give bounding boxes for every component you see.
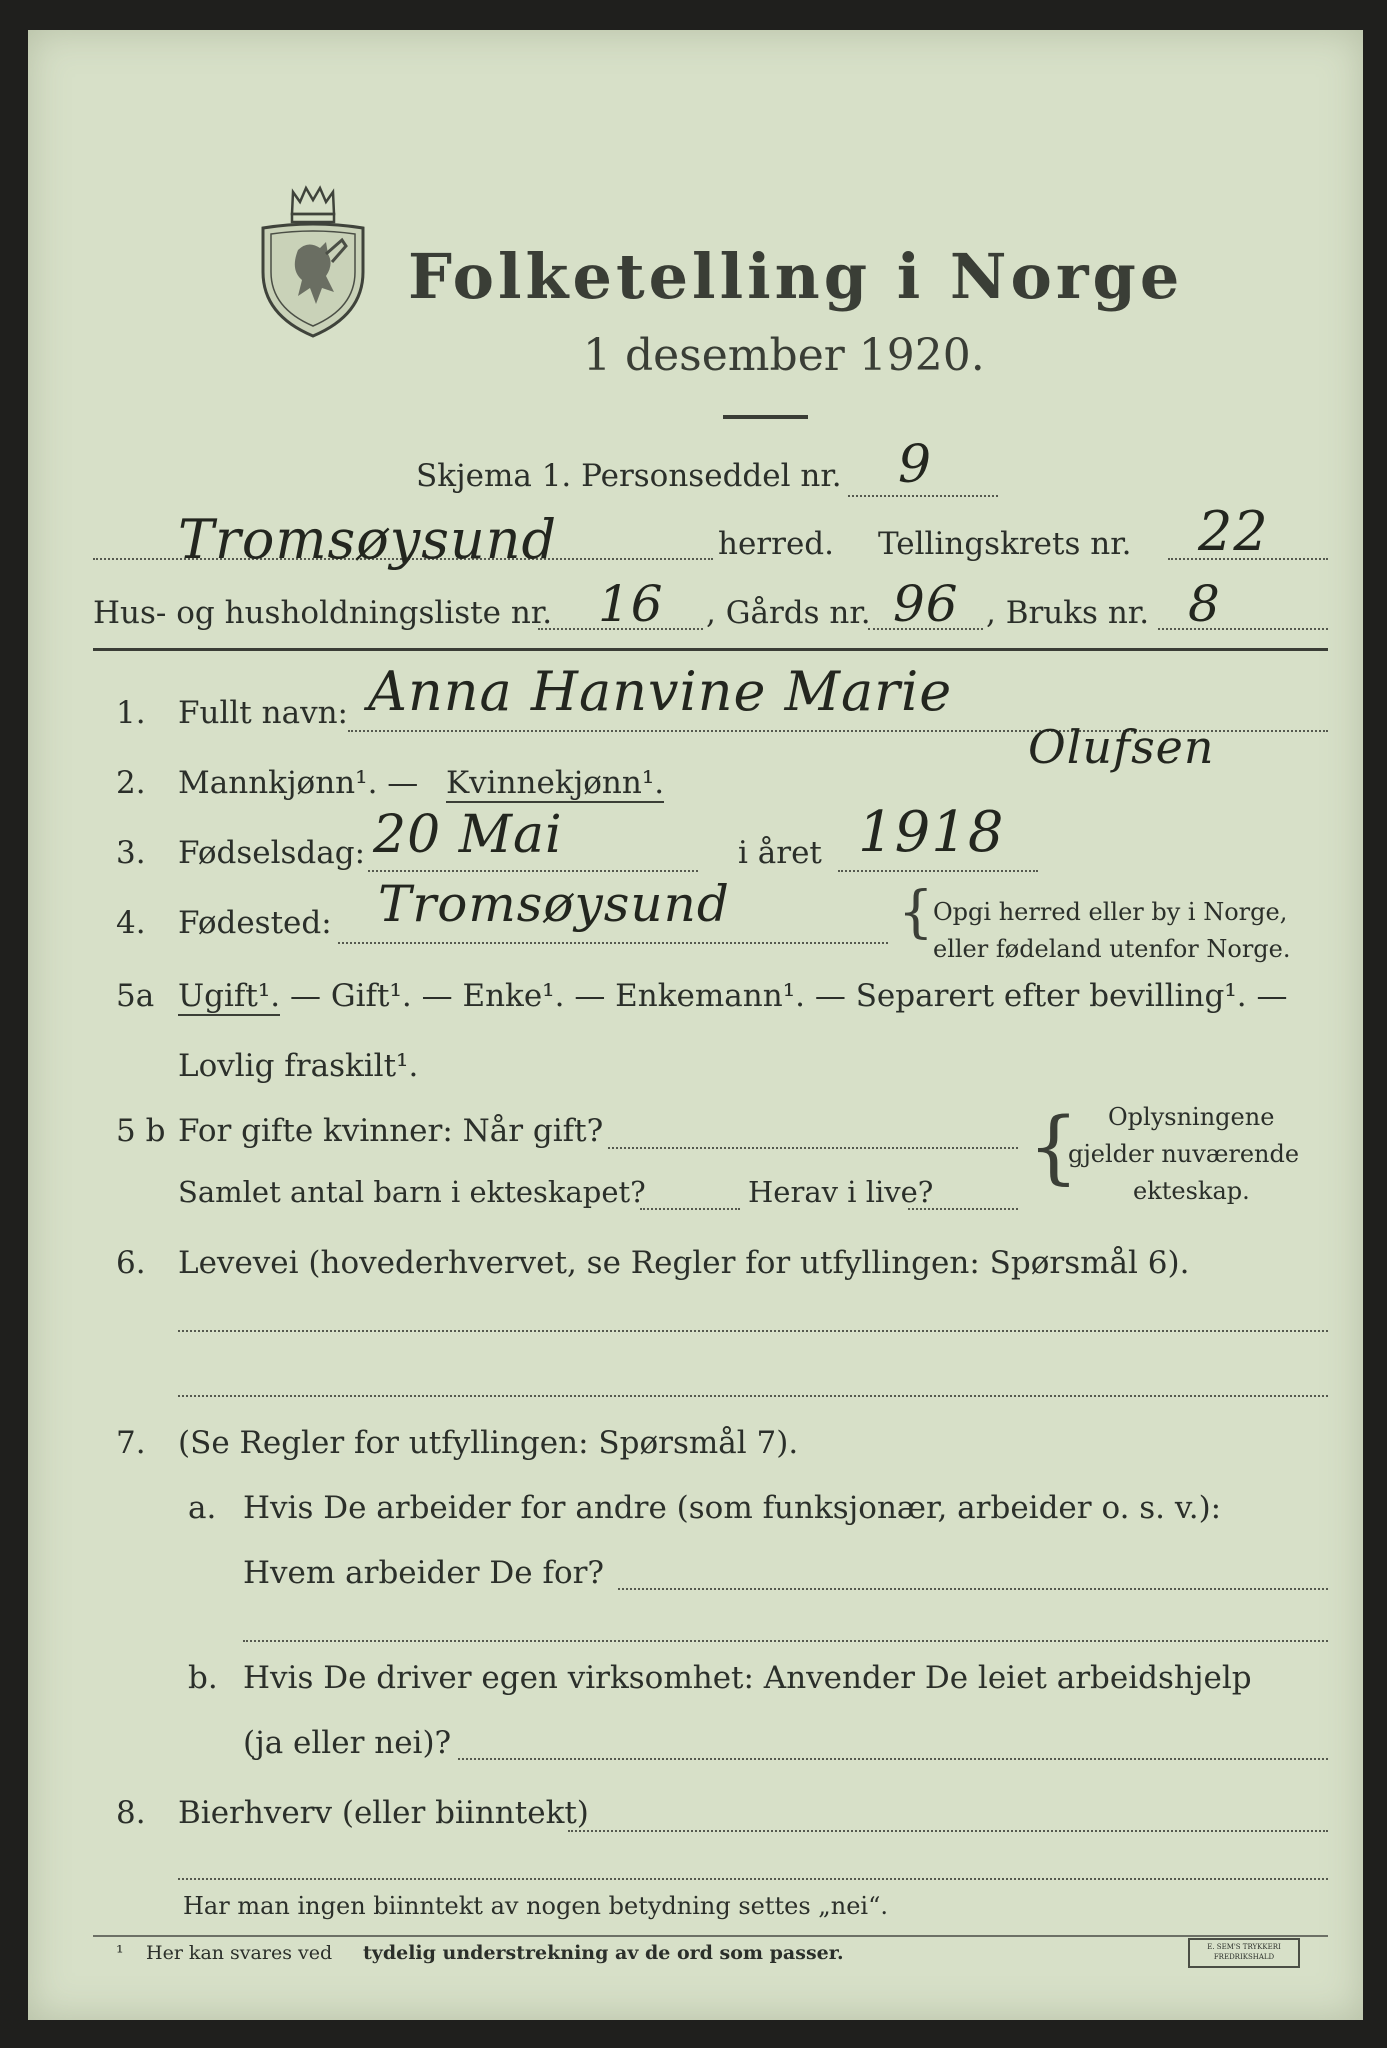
q6-field-line2 [178,1395,1328,1397]
q5b-barn-field-line [640,1208,740,1210]
q5b-live-field-line [908,1208,1018,1210]
census-date: 1 desember 1920. [583,330,985,381]
husholdningsliste-number: 16 [598,575,664,633]
q5a-options: — Gift¹. — Enke¹. — Enkemann¹. — Separert efter bevilling¹. — [290,978,1288,1014]
q7-number: 7. [116,1425,146,1461]
q2-kvinnekjonn-underlined: Kvinnekjønn¹. [446,765,665,801]
footnote-divider [93,1935,1328,1937]
coat-of-arms-emblem [238,180,388,340]
q8-field-line1 [568,1830,1328,1832]
q3-year-label: i året [738,835,822,871]
tellingskrets-label: Tellingskrets nr. [878,526,1132,562]
q5a-number: 5a [116,978,155,1014]
q5a-line2: Lovlig fraskilt¹. [178,1048,419,1084]
full-name-line2: Olufsen [1028,720,1215,774]
census-form [28,30,1363,2020]
personseddel-number: 9 [898,435,933,495]
q5b-live-label: Herav i live? [748,1175,934,1209]
gards-number: 96 [893,575,959,633]
bruks-label: , Bruks nr. [986,595,1150,631]
printer-stamp: E. SEM'S TRYKKERI FREDRIKSHALD [1188,1938,1300,1968]
q6-field-line1 [178,1330,1328,1332]
q3-day-field-line [368,870,698,872]
birth-day-value: 20 Mai [373,805,563,865]
q5b-gift-field-line [608,1147,1018,1149]
tellingskrets-number: 22 [1198,500,1269,563]
q7a-text: Hvis De arbeider for andre (som funksjonær, arbeider o. s. v.): [243,1490,1222,1526]
bruks-number: 8 [1188,575,1221,633]
q4-label: Fødested: [178,905,332,941]
birth-year-value: 1918 [858,800,1005,865]
q5b-note-line1: Oplysningene [1108,1103,1275,1131]
skjema-label: Skjema 1. Personseddel nr. [416,458,842,494]
q7b-field-line [458,1758,1328,1760]
husholdningsliste-label: Hus- og husholdningsliste nr. [93,595,553,631]
q5b-brace: { [1028,1100,1079,1193]
q7a-field-line1 [618,1588,1328,1590]
footnote-text-b: tydelig understrekning av de ord som passer. [363,1942,844,1964]
herred-label: herred. [718,526,834,562]
footnote-mark: ¹ [116,1942,124,1964]
q3-label: Fødselsdag: [178,835,366,871]
q7b-number: b. [188,1660,218,1696]
q7b-text2: (ja eller nei)? [243,1725,452,1761]
q1-number: 1. [116,695,146,731]
birthplace-value: Tromsøysund [378,875,730,933]
header-divider [93,648,1328,651]
form-title: Folketelling i Norge [408,240,1184,313]
footnote-text-a: Her kan svares ved [146,1942,333,1964]
bruks-field-line [1158,628,1328,630]
gards-label: , Gårds nr. [706,595,871,631]
q5b-note-line2: gjelder nuværende [1068,1140,1300,1168]
q3-number: 3. [116,835,146,871]
q4-field-line [338,942,888,944]
q5b-number: 5 b [116,1113,166,1149]
biinntekt-note: Har man ingen biinntekt av nogen betydning settes „nei“. [183,1892,888,1920]
q6-text: Levevei (hovederhvervet, se Regler for utfyllingen: Spørsmål 6). [178,1245,1190,1281]
q6-number: 6. [116,1245,146,1281]
q5b-label: For gifte kvinner: Når gift? [178,1113,604,1149]
q8-number: 8. [116,1795,146,1831]
full-name-line1: Anna Hanvine Marie [368,660,953,723]
q4-number: 4. [116,905,146,941]
q7-text: (Se Regler for utfyllingen: Spørsmål 7). [178,1425,799,1461]
title-divider [723,415,808,419]
q2-mannkjonn: Mannkjønn¹. — [178,765,419,801]
q7a-field-line2 [243,1640,1328,1642]
q8-text: Bierhverv (eller biinntekt) [178,1795,589,1831]
q5b-barn-label: Samlet antal barn i ekteskapet? [178,1175,646,1209]
q8-field-line2 [178,1878,1328,1880]
q1-label: Fullt navn: [178,695,348,731]
q4-brace: { [898,880,934,945]
skjema-field-line [848,495,998,497]
q2-number: 2. [116,765,146,801]
q4-note-line2: eller fødeland utenfor Norge. [933,935,1291,963]
herred-value: Tromsøysund [178,508,558,571]
q5b-note-line3: ekteskap. [1133,1177,1250,1205]
q7b-text: Hvis De driver egen virksomhet: Anvender De leiet arbeidshjelp [243,1660,1252,1696]
q4-note-line1: Opgi herred eller by i Norge, [933,898,1288,926]
q5a-ugift-underlined: Ugift¹. [178,978,281,1014]
q3-year-field-line [838,870,1038,872]
q7a-number: a. [188,1490,217,1526]
q7a-text2: Hvem arbeider De for? [243,1555,605,1591]
